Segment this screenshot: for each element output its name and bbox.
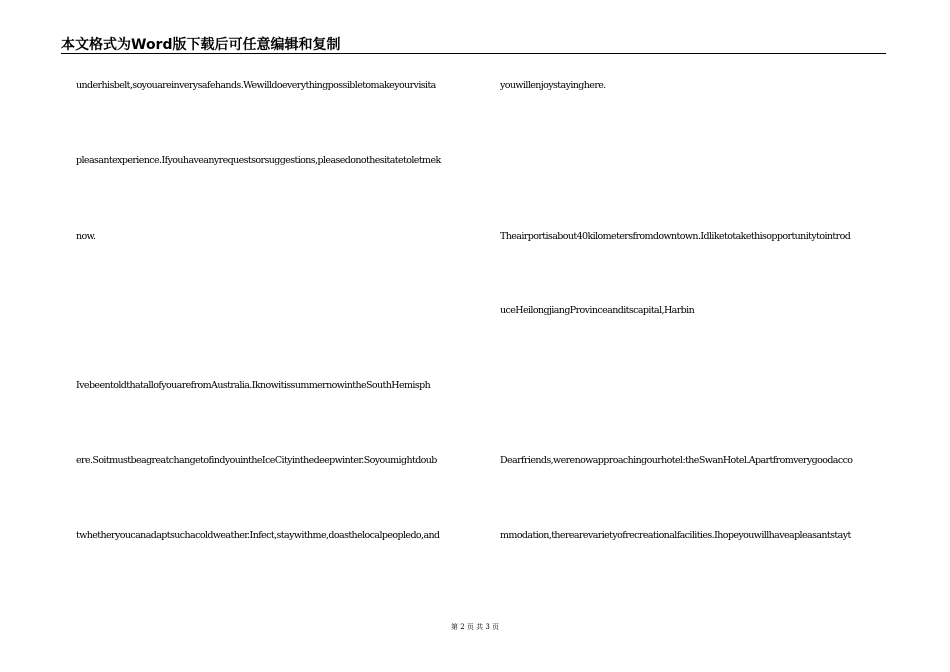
text-line: ere.SoitmustbeagreatchangetofindyouintheIceCityinthedeepwinter.Soyoumightdoub <box>76 455 437 466</box>
text-line: Dearfriends,werenowapproachingourhotel:theSwanHotel.Apartfromverygoodacco <box>500 455 853 466</box>
page-number-footer: 第 2 页 共 3 页 <box>450 623 500 631</box>
text-line: underhisbelt,soyouareinverysafehands.Wewilldoeverythingpossibletomakeyourvisita <box>76 80 436 91</box>
text-line: mmodation,therearevarietyofrecreationalfacilities.Ihopeyouwillhaveapleasantstayt <box>500 530 851 541</box>
text-line: youwillenjoystayinghere. <box>500 80 606 91</box>
text-line: pleasantexperience.Ifyouhaveanyrequestsorsuggestions,pleasedonothesitatetoletmek <box>76 155 441 166</box>
text-line: twhetheryoucanadaptsuchacoldweather.Infect,staywithme,doasthelocalpeopledo,and <box>76 530 440 541</box>
header-divider <box>61 53 886 54</box>
text-line: IvebeentoldthatallofyouarefromAustralia.IknowitissummernowintheSouthHemisph <box>76 380 431 391</box>
text-line: Theairportisabout40kilometersfromdowntown.Idliketotakethisopportunitytointrod <box>500 231 851 242</box>
text-line: uceHeilongjiangProvinceanditscapital,Harbin <box>500 305 695 316</box>
text-line: now. <box>76 231 96 242</box>
document-header-title: 本文格式为Word版下载后可任意编辑和复制 <box>61 37 341 53</box>
